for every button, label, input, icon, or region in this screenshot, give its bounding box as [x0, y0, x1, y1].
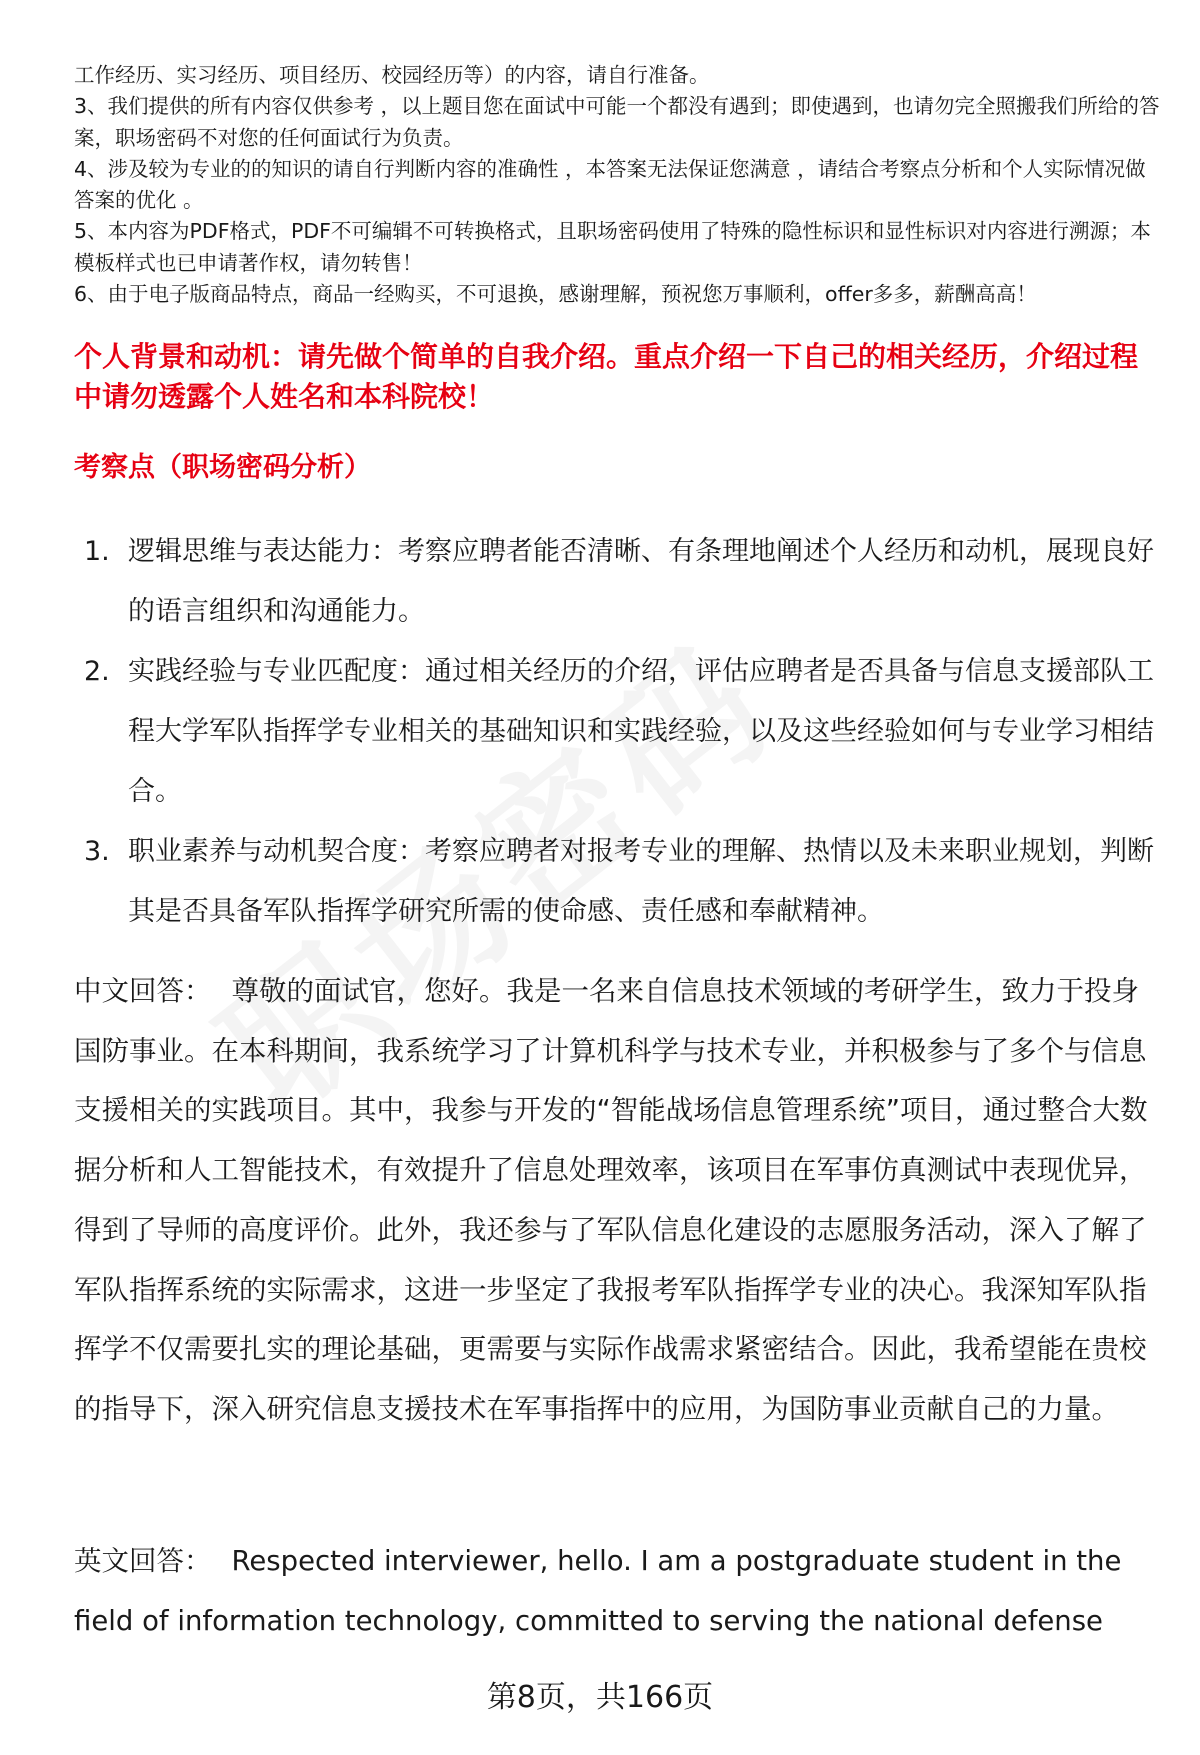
question-title: 个人背景和动机：请先做个简单的自我介绍。重点介绍一下自己的相关经历，介绍过程中请勿透露个人姓名和本科院校！ [74, 340, 1139, 413]
note-line: 3、我们提供的所有内容仅供参考 ，以上题目您在面试中可能一个都没有遇到；即使遇到，也请勿完全照搬我们所给的答案，职场密码不对您的任何面试行为负责。 [74, 94, 1160, 150]
chinese-answer [74, 962, 1164, 1440]
notes-section [74, 60, 1164, 310]
note-line: 4、涉及较为专业的的知识的请自行判断内容的准确性 ，本答案无法保证您满意 ，请结合考察点分析和个人实际情况做答案的优化 。 [74, 156, 1146, 213]
english-answer-text: Respected interviewer, hello. I am a postgraduate student in the field of information technology, committed to serving the national defense [74, 1545, 1122, 1637]
english-answer [74, 1532, 1164, 1651]
key-point-text: 职业素养与动机契合度：考察应聘者对报考专业的理解、热情以及未来职业规划，判断其是否具备军队指挥学研究所需的使命感、责任感和奉献精神。 [128, 836, 1154, 927]
key-point-number: 1. [84, 536, 110, 567]
key-point-text: 实践经验与专业匹配度：通过相关经历的介绍，评估应聘者是否具备与信息支援部队工程大学军队指挥学专业相关的基础知识和实践经验，以及这些经验如何与专业学习相结合。 [128, 656, 1154, 807]
page-footer: 第8页，共166页 [486, 1680, 714, 1715]
key-points-list [74, 522, 1164, 942]
note-line: 6、由于电子版商品特点，商品一经购买，不可退换，感谢理解，预祝您万事顺利，offer多多，薪酬高高！ [74, 282, 1037, 307]
key-point-number: 3. [84, 836, 110, 867]
english-answer-label: 英文回答： [74, 1545, 212, 1577]
key-point-item [74, 822, 1164, 942]
key-points-heading: 考察点（职场密码分析） [74, 452, 371, 483]
chinese-answer-label: 中文回答： [74, 975, 212, 1007]
key-point-number: 2. [84, 656, 110, 687]
key-point-item [74, 522, 1164, 642]
key-point-text: 逻辑思维与表达能力：考察应聘者能否清晰、有条理地阐述个人经历和动机，展现良好的语言组织和沟通能力。 [128, 536, 1154, 627]
note-line: 工作经历、实习经历、项目经历、校园经历等）的内容，请自行准备。 [74, 63, 710, 87]
key-point-item [74, 642, 1164, 822]
note-line: 5、本内容为PDF格式，PDF不可编辑不可转换格式，且职场密码使用了特殊的隐性标识和显性标识对内容进行溯源；本模板样式也已申请著作权，请勿转售！ [74, 219, 1151, 275]
chinese-answer-text: 尊敬的面试官，您好。我是一名来自信息技术领域的考研学生，致力于投身国防事业。在本科期间，我系统学习了计算机科学与技术专业，并积极参与了多个与信息支援相关的实践项目。其中，我参与开发的“智能战场信息管理系统”项目，通过整合大数据分析和人工智能技术，有效提升了信息处理效率，该项目在军事仿真测试中表现优异，得到了导师的高度评价。此外，我还参与了军队信息化建设的志愿服务活动，深入了解了军队指挥系统的实际需求，这进一步坚定了我报考军队指挥学专业的决心。我深知军队指挥学不仅需要扎实的理论基础，更需要与实际作战需求紧密结合。因此，我希望能在贵校的指导下，深入研究信息支援技术在军事指挥中的应用，为国防事业贡献自己的力量。 [74, 975, 1148, 1425]
